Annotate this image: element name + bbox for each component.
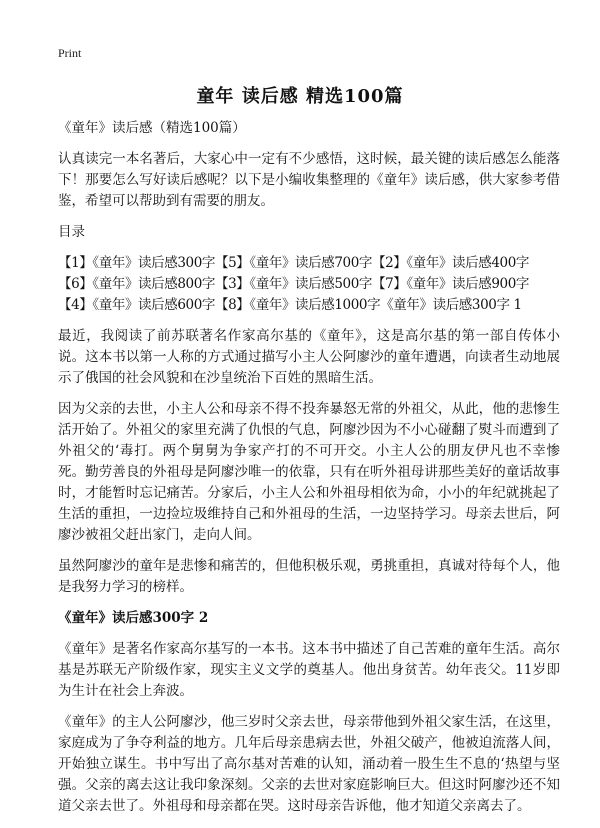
page-title: 童年 读后感 精选100篇 (196, 86, 404, 107)
document-body (58, 118, 560, 827)
essay1-paragraph: 因为父亲的去世，小主人公和母亲不得不投奔暴怒无常的外祖父，从此，他的悲惨生活开始了。外祖父的家里充满了仇恨的气息，阿廖沙因为不小心碰翻了熨斗而遭到了外祖父的‘毒打。两个舅舅为争家产打的不可开交。小主人公的朋友伊凡也不幸惨死。勤劳善良的外祖母是阿廖沙唯一的依靠，只有在听外祖母讲那些美好的童话故事时，才能暂时忘记痛苦。分家后，小主人公和外祖母相依为命，小小的年纪就挑起了生活的重担，一边捡垃圾维持自己和外祖母的生活，一边坚持学习。母亲去世后，阿廖沙被祖父赶出家门，走向人间。 (58, 401, 560, 543)
intro-paragraph: 认真读完一本名著后，大家心中一定有不少感悟，这时候，最关键的读后感怎么能落下！那要怎么写好读后感呢？以下是小编收集整理的《童年》读后感，供大家参考借鉴，希望可以帮助到有需要的朋友。 (58, 151, 560, 209)
essay2-paragraph: 《童年》是著名作家高尔基写的一本书。这本书中描述了自己苦难的童年生活。高尔基是苏联无产阶级作家，现实主义文学的奠基人。他出身贫苦。幼年丧父。11岁即为生计在社会上奔波。 (58, 641, 560, 699)
subtitle: 《童年》读后感（精选100篇） (58, 120, 246, 136)
toc-row[interactable]: 【1】《童年》读后感300字【5】《童年》读后感700字【2】《童年》读后感400字 (58, 255, 530, 271)
essay1-paragraph: 虽然阿廖沙的童年是悲惨和痛苦的，但他积极乐观，勇挑重担，真诚对待每个人，他是我努力学习的榜样。 (58, 558, 560, 595)
toc-row[interactable]: 【4】《童年》读后感600字【8】《童年》读后感1000字《童年》读后感300字 1 (58, 297, 522, 313)
section-heading: 《童年》读后感300字 2 (58, 610, 209, 626)
toc-label: 目录 (58, 224, 85, 240)
table-of-contents (58, 253, 560, 316)
essay2-paragraph: 《童年》的主人公阿廖沙，他三岁时父亲去世，母亲带他到外祖父家生活，在这里，家庭成为了争夺利益的地方。几年后母亲患病去世，外祖父破产，他被迫流落人间，开始独立谋生。书中写出了高尔基对苦难的认知，涌动着一股生生不息的‘热望与坚强。父亲的离去这让我印象深刻。父亲的去世对家庭影响巨大。但这时阿廖沙还不知道父亲去世了。外祖母和母亲都在哭。这时母亲告诉他，他才知道父亲离去了。 (58, 714, 560, 814)
essay1-paragraph: 最近，我阅读了前苏联著名作家高尔基的《童年》，这是高尔基的第一部自传体小说。这本书以第一人称的方式通过描写小主人公阿廖沙的童年遭遇，向读者生动地展示了俄国的社会风貌和在沙皇统治下百姓的黑暗生活。 (58, 328, 560, 386)
print-link[interactable]: Print (58, 46, 82, 60)
toc-row[interactable]: 【6】《童年》读后感800字【3】《童年》读后感500字【7】《童年》读后感900字 (58, 276, 530, 292)
